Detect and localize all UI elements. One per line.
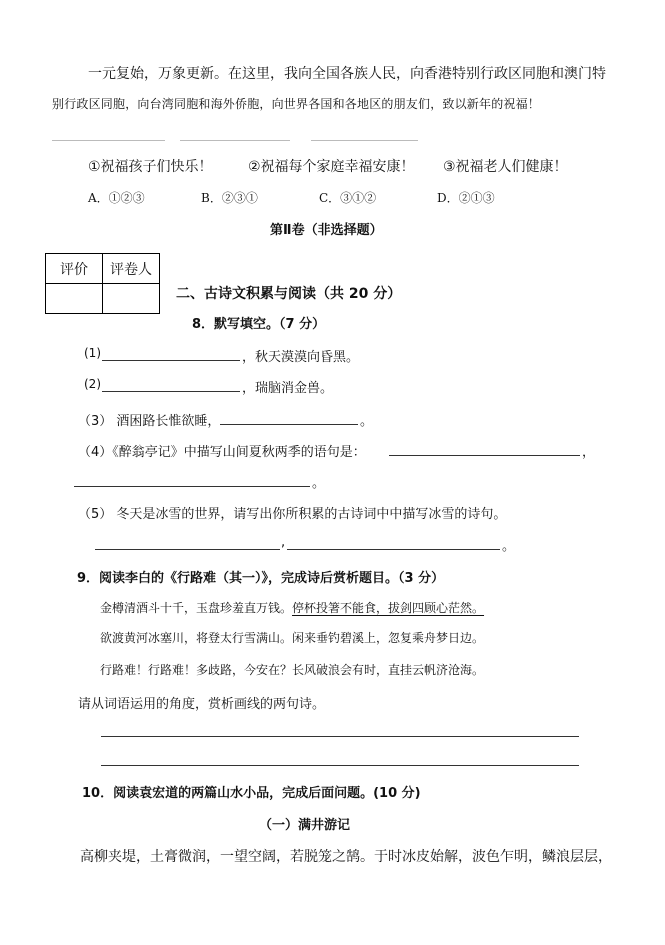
section-title: 第Ⅱ卷（非选择题） bbox=[270, 223, 383, 238]
q8-item-5-text: （5） 冬天是冰雪的世界，请写出你所积累的古诗词中中描写冰雪的诗句。 bbox=[78, 507, 507, 522]
q9-poem-line-3: 行路难！行路难！多歧路，今安在？长风破浪会有时，直挂云帆济沧海。 bbox=[100, 663, 485, 677]
q8-item-4-end: 。 bbox=[312, 476, 326, 491]
q8-item-5-end: 。 bbox=[502, 539, 516, 554]
q8-item-2-number: (2) bbox=[84, 377, 101, 391]
q8-item-2-text: ，瑞脑消金兽。 bbox=[242, 381, 334, 396]
q9-answer-line-2[interactable] bbox=[101, 765, 579, 766]
grading-header-grader: 评卷人 bbox=[103, 254, 160, 284]
blank-line-1 bbox=[52, 140, 165, 141]
q8-item-3-end: 。 bbox=[360, 414, 374, 429]
q8-item-1-number: (1) bbox=[84, 346, 101, 360]
q8-item-5-blank-2[interactable] bbox=[287, 549, 500, 550]
option-2: ②祝福每个家庭幸福安康！ bbox=[248, 159, 415, 175]
q9-prompt: 请从词语运用的角度，赏析画线的两句诗。 bbox=[78, 697, 326, 712]
choice-b: B．②③① bbox=[201, 191, 258, 205]
q10-subtitle: （一）满井游记 bbox=[259, 818, 351, 833]
q9-poem-line-2: 欲渡黄河冰塞川，将登太行雪满山。闲来垂钓碧溪上，忽复乘舟梦日边。 bbox=[100, 631, 485, 645]
q8-item-5-comma: , bbox=[281, 535, 286, 550]
option-1: ①祝福孩子们快乐！ bbox=[88, 159, 213, 175]
q8-item-4-text: （4）《醉翁亭记》中描写山间夏秋两季的语句是： bbox=[78, 445, 366, 460]
intro-line-2: 别行政区同胞，向台湾同胞和海外侨胞，向世界各国和各地区的朋友们，致以新年的祝福！ bbox=[52, 97, 541, 111]
part-2-title: 二、古诗文积累与阅读（共 20 分） bbox=[176, 286, 402, 302]
choice-d: D．②①③ bbox=[437, 191, 495, 205]
q8-item-3-text: （3） 酒困路长惟欲睡， bbox=[78, 414, 221, 429]
option-3: ③祝福老人们健康！ bbox=[443, 159, 568, 175]
blank-line-3 bbox=[311, 140, 418, 141]
q8-item-5-blank-1[interactable] bbox=[95, 549, 280, 550]
q8-item-3-blank[interactable] bbox=[220, 424, 358, 425]
q9-underlined-lines: 停杯投箸不能食，拔剑四顾心茫然。 bbox=[292, 601, 485, 615]
q9-title: 9．阅读李白的《行路难（其一）》，完成诗后赏析题目。（3 分） bbox=[77, 571, 445, 586]
grading-table bbox=[45, 253, 160, 314]
grading-cell-score bbox=[46, 284, 103, 314]
grading-header-score: 评价 bbox=[46, 254, 103, 284]
intro-line-1: 一元复始，万象更新。在这里，我向全国各族人民，向香港特别行政区同胞和澳门特 bbox=[88, 66, 606, 82]
q10-title: 10．阅读袁宏道的两篇山水小品，完成后面问题。(10 分) bbox=[82, 786, 421, 801]
q8-item-4-comma: ， bbox=[582, 445, 596, 460]
q8-item-4-blank-1[interactable] bbox=[389, 455, 580, 456]
q10-passage-text: 高柳夹堤，土膏微润，一望空阔，若脱笼之鹄。于时冰皮始解，波色乍明，鳞浪层层， bbox=[80, 849, 612, 865]
q8-title: 8．默写填空。（7 分） bbox=[192, 317, 326, 332]
q9-answer-line-1[interactable] bbox=[101, 736, 579, 737]
q9-poem-line-1 bbox=[100, 599, 484, 616]
q8-item-4-blank-2[interactable] bbox=[74, 486, 310, 487]
choice-a: A．①②③ bbox=[88, 191, 145, 205]
choice-c: C．③①② bbox=[319, 191, 377, 205]
q8-item-1-text: ，秋天漠漠向昏黑。 bbox=[242, 350, 360, 365]
q9-poem-line-1-a: 金樽清酒斗十千，玉盘珍羞直万钱。 bbox=[100, 601, 293, 615]
q8-item-1-blank[interactable] bbox=[102, 360, 240, 361]
q8-item-2-blank[interactable] bbox=[102, 391, 240, 392]
blank-line-2 bbox=[180, 140, 290, 141]
grading-cell-grader bbox=[103, 284, 160, 314]
